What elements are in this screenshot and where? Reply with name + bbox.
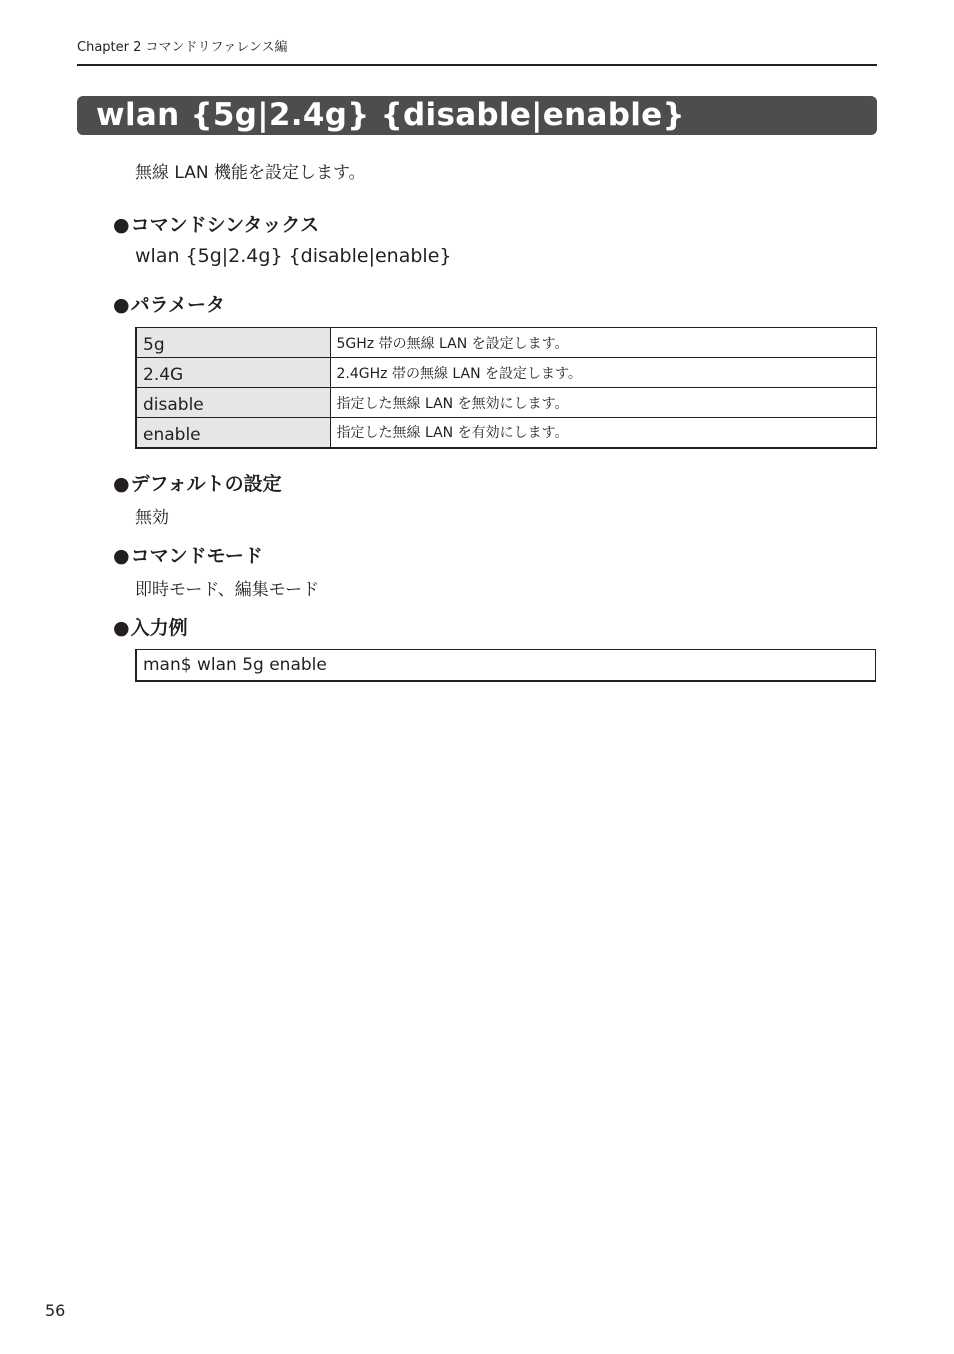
default-value: 無効 [135,508,169,528]
title-bar [77,96,877,135]
mode-value: 即時モード、編集モード [135,580,320,600]
table-row [136,388,877,418]
param-description: 指定した無線 LAN を無効にします。 [330,388,877,418]
bullet-icon: ● [113,545,130,567]
param-name: disable [136,388,330,418]
param-description: 5GHz 帯の無線 LAN を設定します。 [330,328,877,358]
page-title: wlan {5g|2.4g} {disable|enable} [96,97,685,133]
section-syntax-heading [113,210,319,237]
header-rule [77,64,877,66]
parameter-table [135,327,877,449]
param-name: enable [136,418,330,448]
example-code-box: man$ wlan 5g enable [135,649,876,682]
param-name: 5g [136,328,330,358]
param-description: 2.4GHz 帯の無線 LAN を設定します。 [330,358,877,388]
section-example-label: 入力例 [130,617,188,639]
section-mode-label: コマンドモード [130,545,263,567]
section-params-label: パラメータ [130,294,226,316]
bullet-icon: ● [113,294,130,316]
table-row [136,358,877,388]
section-mode-heading [113,541,263,568]
table-row [136,328,877,358]
section-params-heading [113,290,225,317]
section-example-heading [113,613,188,640]
bullet-icon: ● [113,473,130,495]
syntax-text: wlan {5g|2.4g} {disable|enable} [135,245,452,267]
bullet-icon: ● [113,617,130,639]
param-name: 2.4G [136,358,330,388]
section-syntax-label: コマンドシンタックス [130,214,320,236]
page-number: 56 [45,1301,66,1320]
section-default-heading [113,469,282,496]
param-description: 指定した無線 LAN を有効にします。 [330,418,877,448]
bullet-icon: ● [113,214,130,236]
command-description: 無線 LAN 機能を設定します。 [135,163,366,183]
section-default-label: デフォルトの設定 [130,473,282,495]
chapter-header: Chapter 2 コマンドリファレンス編 [77,40,288,55]
table-row [136,418,877,448]
